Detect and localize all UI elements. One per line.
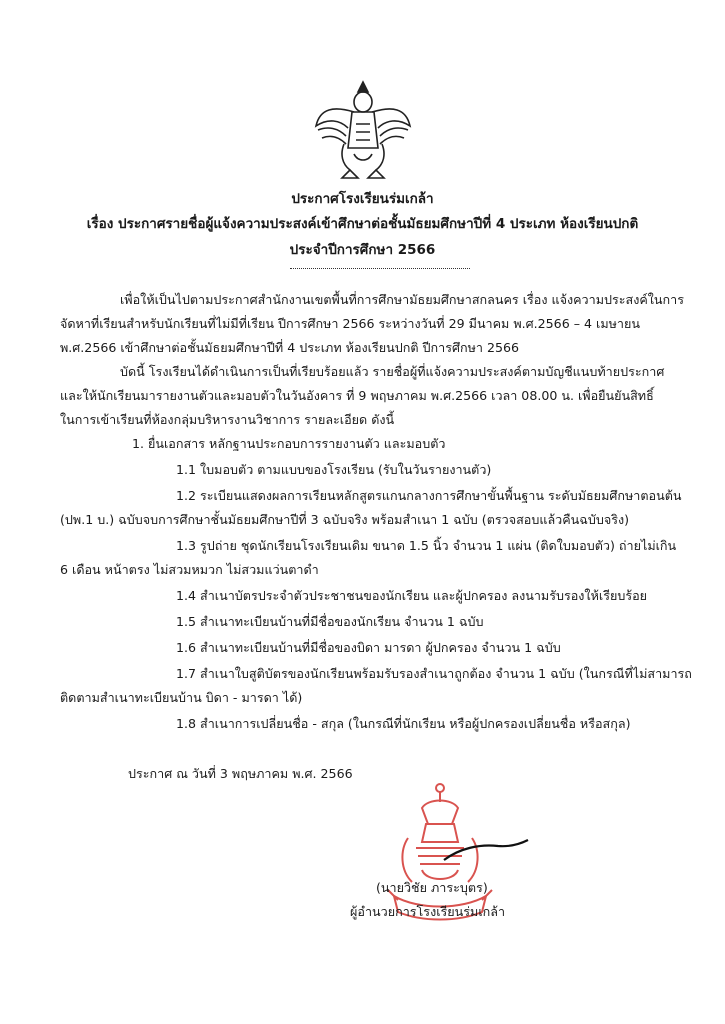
item-1-1: 1.1 ใบมอบตัว ตามแบบของโรงเรียน (รับในวันรายงานตัว) <box>176 462 492 477</box>
item-1-8: 1.8 สำเนาการเปลี่ยนชื่อ - สกุล (ในกรณีที่นักเรียน หรือผู้ปกครองเปลี่ยนชื่อ หรือสกุล) <box>176 716 631 731</box>
para1-line: เพื่อให้เป็นไปตามประกาศสำนักงานเขตพื้นที่การศึกษามัธยมศึกษาสกลนคร เรื่อง แจ้งความประสงค์ในการ <box>120 292 684 307</box>
item-1-7: 1.7 สำเนาใบสูติบัตรของนักเรียนพร้อมรับรองสำเนาถูกต้อง จำนวน 1 ฉบับ (ในกรณีที่ไม่สามารถ <box>176 666 692 681</box>
announcement-title: ประกาศโรงเรียนร่มเกล้า <box>291 191 434 207</box>
announcement-year: ประจำปีการศึกษา 2566 <box>289 242 436 258</box>
item-1-3: 1.3 รูปถ่าย ชุดนักเรียนโรงเรียนเดิม ขนาด 1.5 นิ้ว จำนวน 1 แผ่น (ติดใบมอบตัว) ถ่ายไม่เกิน <box>176 538 677 553</box>
dotted-divider <box>290 268 470 269</box>
item-1-2: 1.2 ระเบียนแสดงผลการเรียนหลักสูตรแกนกลางการศึกษาขั้นพื้นฐาน ระดับมัธยมศึกษาตอนต้น <box>176 488 682 503</box>
para1-line: พ.ศ.2566 เข้าศึกษาต่อชั้นมัธยมศึกษาปีที่ 4 ประเภท ห้องเรียนปกติ ปีการศึกษา 2566 <box>60 340 520 355</box>
signer-position: ผู้อำนวยการโรงเรียนร่มเกล้า <box>350 904 506 919</box>
announcement-subject: เรื่อง ประกาศรายชื่อผู้แจ้งความประสงค์เข้าศึกษาต่อชั้นมัธยมศึกษาปีที่ 4 ประเภท ห้องเรียนปกติ <box>86 216 639 232</box>
para2-line: ในการเข้าเรียนที่ห้องกลุ่มบริหารงานวิชาการ รายละเอียด ดังนี้ <box>60 412 395 427</box>
item-1: 1. ยื่นเอกสาร หลักฐานประกอบการรายงานตัว และมอบตัว <box>132 436 446 451</box>
para2-line: และให้นักเรียนมารายงานตัวและมอบตัวในวันอังคาร ที่ 9 พฤษภาคม พ.ศ.2566 เวลา 08.00 น. เพื่อยืนยันสิทธิ์ <box>60 388 654 403</box>
signature-mark <box>440 838 530 866</box>
item-1-6: 1.6 สำเนาทะเบียนบ้านที่มีชื่อของบิดา มารดา ผู้ปกครอง จำนวน 1 ฉบับ <box>176 640 561 655</box>
para2-line: บัดนี้ โรงเรียนได้ดำเนินการเป็นที่เรียบร้อยแล้ว รายชื่อผู้ที่แจ้งความประสงค์ตามบัญชีแนบท้ายประกาศ <box>120 364 665 379</box>
item-1-4: 1.4 สำเนาบัตรประจำตัวประชาชนของนักเรียน และผู้ปกครอง ลงนามรับรองให้เรียบร้อย <box>176 588 648 603</box>
garuda-emblem-icon <box>314 78 412 182</box>
signer-name: (นายวิชัย ภาระบุตร) <box>376 880 488 895</box>
item-1-2-cont: (ปพ.1 บ.) ฉบับจบการศึกษาชั้นมัธยมศึกษาปีที่ 3 ฉบับจริง พร้อมสำเนา 1 ฉบับ (ตรวจสอบแล้วคืนฉบับจริง) <box>60 512 630 527</box>
announcement-date: ประกาศ ณ วันที่ 3 พฤษภาคม พ.ศ. 2566 <box>128 766 353 781</box>
item-1-7-cont: ติดตามสำเนาทะเบียนบ้าน บิดา - มารดา ได้) <box>60 690 303 705</box>
item-1-5: 1.5 สำเนาทะเบียนบ้านที่มีชื่อของนักเรียน จำนวน 1 ฉบับ <box>176 614 484 629</box>
para1-line: จัดหาที่เรียนสำหรับนักเรียนที่ไม่มีที่เรียน ปีการศึกษา 2566 ระหว่างวันที่ 29 มีนาคม พ.ศ.2566 – 4 เมษายน <box>60 316 640 331</box>
item-1-3-cont: 6 เดือน หน้าตรง ไม่สวมหมวก ไม่สวมแว่นตาดำ <box>60 562 319 577</box>
